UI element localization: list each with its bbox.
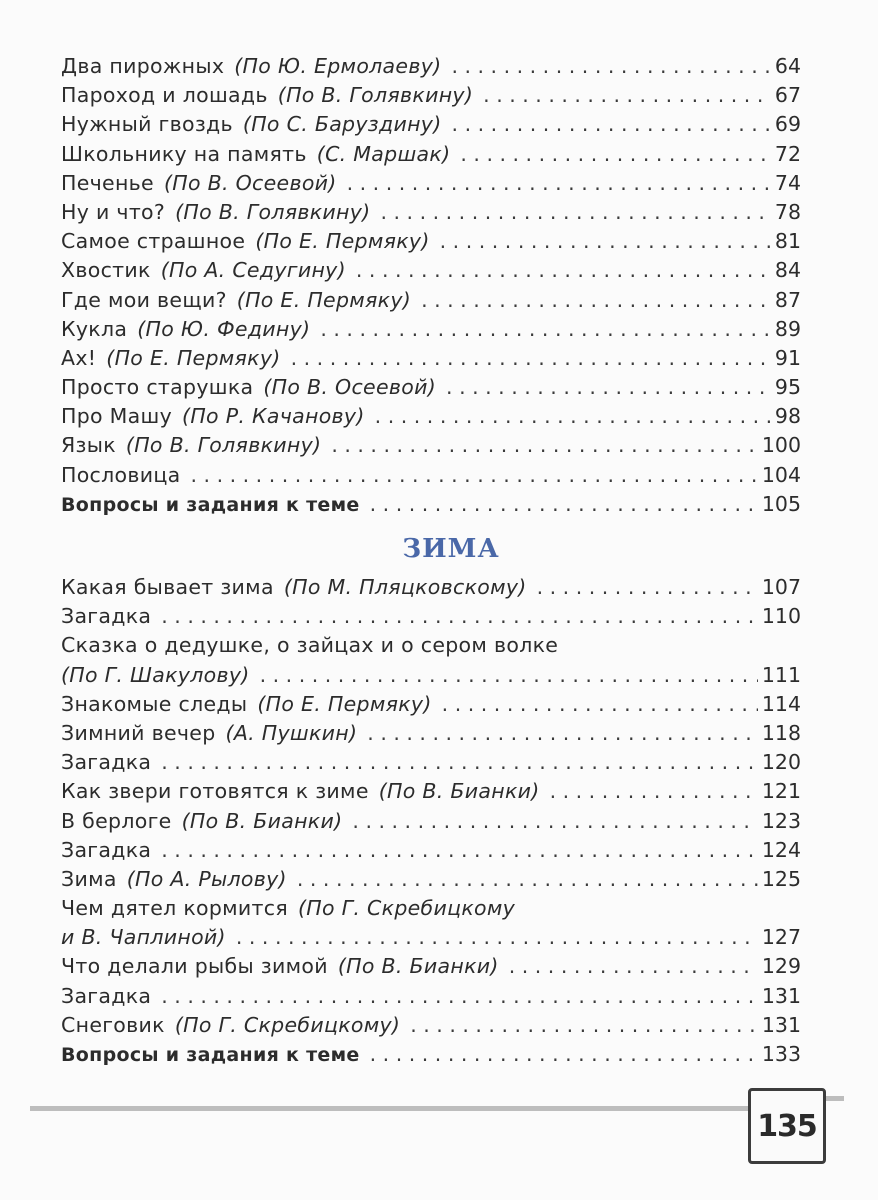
toc-entry-author: (По В. Осеевой) [263, 375, 437, 400]
dot-leader [460, 140, 771, 169]
toc-entry-author: (По Ю. Федину) [137, 316, 311, 341]
toc-entry-page: 121 [761, 779, 801, 804]
toc-entry[interactable] [61, 286, 801, 315]
toc-entry-author: (По Г. Шакулову) [61, 662, 250, 687]
toc-entry[interactable] [61, 315, 801, 344]
toc-entry[interactable] [61, 490, 801, 519]
toc-entry[interactable] [61, 169, 801, 198]
toc-entry-page: 84 [774, 258, 801, 283]
toc-entry-page: 87 [774, 287, 801, 312]
toc-entry-page: 78 [774, 199, 801, 224]
toc-entry-title: Про Машу [61, 404, 173, 429]
toc-entry-author: (По М. Пляцковскому) [283, 575, 527, 599]
toc-entry-title: Кукла [61, 316, 128, 341]
dot-leader [161, 836, 758, 865]
toc-entry-title: Пословица [61, 462, 181, 487]
toc-entry[interactable] [61, 198, 801, 227]
toc-entry-author: (По А. Седугину) [160, 258, 346, 283]
toc-entry[interactable] [61, 836, 801, 865]
toc-entry-page: 129 [761, 954, 801, 979]
toc-entry-title: Ах! [61, 345, 97, 370]
toc-entry[interactable] [61, 1011, 801, 1040]
toc-entry-title: Нужный гвоздь [61, 112, 233, 137]
toc-entry[interactable] [61, 227, 801, 256]
dot-leader [442, 690, 758, 719]
toc-entry[interactable] [61, 81, 801, 110]
toc-entry-author: (По В. Голявкину) [277, 83, 474, 108]
dot-leader [191, 461, 758, 490]
toc-entry-page: 111 [761, 662, 801, 687]
toc-entry[interactable] [61, 807, 801, 836]
toc-entry-title: Вопросы и задания к теме [61, 1044, 360, 1066]
toc-entry-author: (По В. Голявкину) [175, 199, 371, 224]
toc-entry-page: 72 [774, 141, 801, 166]
toc-section-2 [61, 573, 801, 1069]
toc-entry[interactable] [61, 894, 801, 952]
toc-entry-author: (По С. Баруздину) [242, 112, 442, 137]
toc-entry-title: Сказка о дедушке, о зайцах и о сером волке [61, 633, 559, 658]
toc-entry-title: Чем дятел кормится [61, 896, 288, 921]
dot-leader [161, 982, 758, 1011]
toc-entry-page: 89 [774, 316, 801, 341]
dot-leader [161, 748, 758, 777]
toc-entry-page: 98 [774, 404, 801, 429]
toc-entry-title: Как звери готовятся к зиме [61, 779, 369, 804]
toc-entry-page: 110 [761, 604, 801, 629]
toc-entry-author: (По Р. Качанову) [182, 404, 365, 429]
toc-entry-title: Зима [61, 866, 117, 891]
toc-entry[interactable] [61, 431, 801, 460]
toc-entry-author: (По Е. Пермяку) [236, 287, 412, 312]
dot-leader [451, 52, 770, 81]
dot-leader [320, 315, 771, 344]
toc-entry-page: 81 [774, 229, 801, 254]
toc-entry-title: Снеговик [61, 1012, 165, 1037]
toc-entry[interactable] [61, 373, 801, 402]
toc-entry-page: 123 [761, 808, 801, 833]
toc-entry-title: Где мои вещи? [61, 287, 227, 312]
dot-leader [347, 169, 771, 198]
toc-entry-title: Какая бывает зима [61, 575, 274, 599]
table-of-contents [61, 52, 801, 1069]
dot-leader [380, 198, 770, 227]
toc-entry[interactable] [61, 140, 801, 169]
toc-entry-title: Школьнику на память [61, 141, 307, 166]
toc-entry-author: (По Е. Пермяку) [106, 345, 281, 370]
toc-entry-title: Загадка [61, 750, 152, 775]
toc-entry-author: и В. Чаплиной) [61, 925, 226, 950]
toc-entry-title: Просто старушка [61, 375, 254, 400]
dot-leader [440, 227, 771, 256]
toc-entry[interactable] [61, 719, 801, 748]
toc-entry-author: (По Е. Пермяку) [257, 691, 432, 716]
page-number-box [748, 1088, 826, 1164]
toc-entry[interactable] [61, 52, 801, 81]
toc-entry[interactable] [61, 256, 801, 285]
toc-entry-title: Загадка [61, 837, 152, 862]
dot-leader [331, 431, 758, 460]
dot-leader [161, 602, 758, 631]
toc-entry-title: Вопросы и задания к теме [61, 493, 360, 516]
toc-entry-author: (По В. Бианки) [378, 779, 540, 804]
dot-leader [550, 777, 758, 806]
toc-entry-page: 91 [774, 345, 801, 370]
toc-entry-title: Зимний вечер [61, 720, 216, 745]
toc-entry-page: 100 [761, 433, 801, 458]
dot-leader [370, 490, 758, 519]
toc-entry-page: 95 [774, 375, 801, 400]
toc-entry-author: (А. Пушкин) [225, 720, 358, 745]
toc-entry-author: (По Г. Скребицкому) [174, 1012, 401, 1037]
toc-entry-title: Самое страшное [61, 229, 246, 254]
toc-entry-title: Знакомые следы [61, 691, 248, 716]
dot-leader [352, 807, 757, 836]
toc-entry-page: 120 [761, 750, 801, 775]
toc-entry[interactable] [61, 952, 801, 981]
toc-entry-title: В берлоге [61, 808, 172, 833]
dot-leader [410, 1011, 758, 1040]
toc-entry-page: 131 [761, 1012, 801, 1037]
toc-entry-page: 133 [761, 1042, 801, 1066]
toc-entry[interactable] [61, 748, 801, 777]
toc-entry-author: (По В. Осеевой) [163, 170, 337, 195]
toc-entry-page: 124 [761, 837, 801, 862]
toc-entry-title: Два пирожных [61, 54, 225, 78]
toc-entry-page: 64 [774, 54, 801, 78]
toc-entry-title: Загадка [61, 983, 152, 1008]
toc-entry-title: Печенье [61, 170, 154, 195]
toc-entry-page: 125 [761, 866, 801, 891]
dot-leader [446, 373, 771, 402]
toc-entry-page: 127 [761, 925, 801, 950]
toc-entry-page: 114 [761, 691, 801, 716]
toc-entry[interactable] [61, 865, 801, 894]
toc-entry-author: (По Ю. Ермолаеву) [234, 54, 442, 78]
toc-entry-page: 74 [774, 170, 801, 195]
dot-leader [370, 1040, 758, 1069]
toc-entry[interactable] [61, 344, 801, 373]
toc-entry-author: (С. Маршак) [316, 141, 451, 166]
toc-entry-title: Язык [61, 433, 116, 458]
toc-entry-page: 105 [761, 491, 801, 516]
dot-leader [291, 344, 771, 373]
section-title-winter: ЗИМА [402, 534, 500, 564]
toc-entry-page: 118 [761, 720, 801, 745]
toc-entry[interactable] [61, 631, 801, 689]
toc-entry-author: (По А. Рылову) [126, 866, 287, 891]
toc-entry-author: (По В. Голявкину) [125, 433, 322, 458]
footer-rule-right [826, 1096, 844, 1101]
toc-entry-author: (По В. Бианки) [337, 954, 499, 979]
toc-entry[interactable] [61, 602, 801, 631]
toc-entry[interactable] [61, 110, 801, 139]
toc-entry-page: 67 [774, 83, 801, 108]
toc-entry[interactable] [61, 777, 801, 806]
toc-section-1 [61, 52, 801, 519]
dot-leader [509, 952, 758, 981]
dot-leader [483, 81, 771, 110]
page-number: 135 [757, 1108, 817, 1144]
dot-leader [260, 661, 758, 690]
toc-entry-title: Хвостик [61, 258, 151, 283]
toc-entry-author: (По В. Бианки) [181, 808, 343, 833]
toc-entry-author: (По Е. Пермяку) [255, 229, 430, 254]
toc-entry-page: 104 [761, 462, 801, 487]
dot-leader [421, 286, 771, 315]
dot-leader [375, 402, 771, 431]
toc-entry[interactable] [61, 690, 801, 719]
toc-entry-title: Ну и что? [61, 199, 166, 224]
toc-entry[interactable] [61, 402, 801, 431]
toc-entry-page: 107 [761, 575, 801, 599]
toc-entry-title: Что делали рыбы зимой [61, 954, 328, 979]
dot-leader [452, 110, 771, 139]
toc-entry-page: 131 [761, 983, 801, 1008]
toc-entry-title: Пароход и лошадь [61, 83, 268, 108]
dot-leader [356, 256, 771, 285]
toc-entry[interactable] [61, 573, 801, 602]
dot-leader [367, 719, 758, 748]
toc-entry-author: (По Г. Скребицкому [298, 896, 516, 921]
toc-entry[interactable] [61, 461, 801, 490]
toc-entry-title: Загадка [61, 604, 152, 629]
toc-entry-page: 69 [774, 112, 801, 137]
footer-rule [30, 1106, 748, 1111]
toc-entry[interactable] [61, 982, 801, 1011]
dot-leader [297, 865, 758, 894]
dot-leader [537, 573, 758, 602]
toc-entry[interactable] [61, 1040, 801, 1069]
dot-leader [236, 923, 758, 952]
